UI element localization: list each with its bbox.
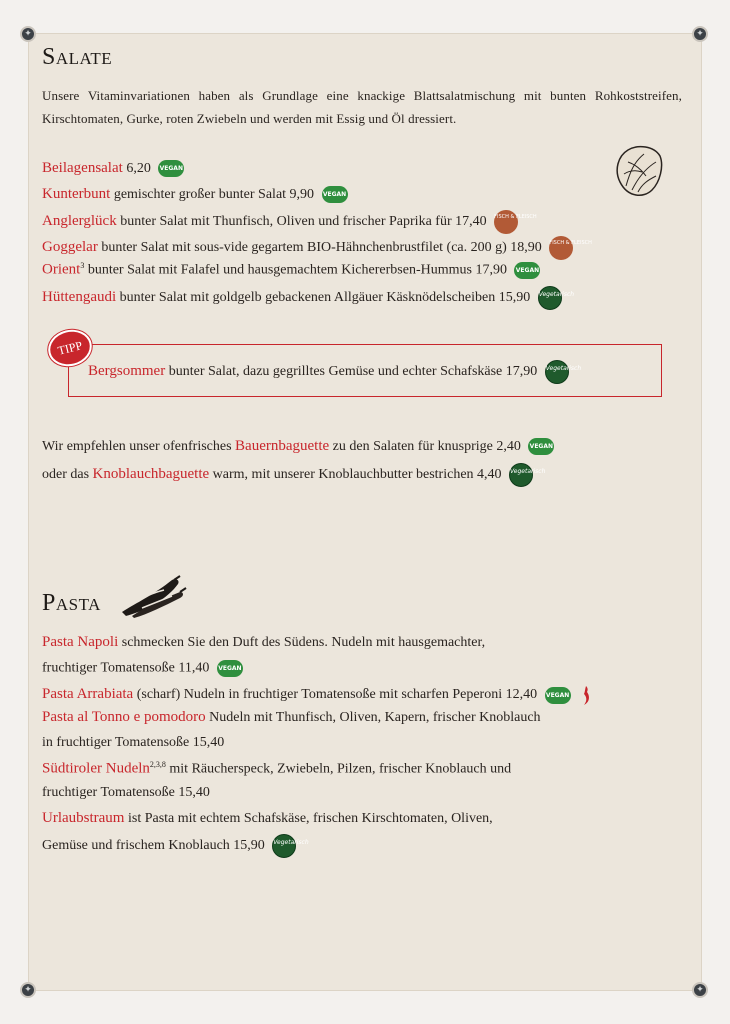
item-name: Bauernbaguette (235, 438, 330, 454)
menu-item-cont (42, 660, 243, 677)
item-desc: fruchtiger Tomatensoße 11,40 (42, 660, 210, 676)
vegan-badge-icon: VEGAN (322, 186, 348, 203)
allergen-sup: 2,3,8 (149, 760, 166, 769)
baguette-line (42, 463, 546, 487)
menu-item (42, 634, 485, 651)
item-desc: gemischter großer bunter Salat 9,90 (110, 187, 315, 202)
menu-item (42, 236, 592, 260)
pin-icon: ✦ (20, 982, 36, 998)
menu-item (42, 286, 575, 310)
meat-fish-badge-icon: FISCH & FLEISCH (549, 236, 573, 260)
tipp-badge: TIPP (44, 325, 95, 371)
item-desc: schmecken Sie den Duft des Südens. Nudeln mit hausgemachter, (118, 635, 486, 650)
menu-item-cont (42, 834, 309, 858)
item-desc: bunter Salat mit goldgelb gebackenen Allgäuer Käsknödelscheiben 15,90 (116, 290, 531, 306)
section-title-salate: Salate (42, 44, 113, 70)
item-name: Pasta Napoli (42, 634, 119, 650)
menu-item-cont (42, 735, 224, 751)
vegan-badge-icon: VEGAN (514, 262, 540, 279)
section-title-pasta: Pasta (42, 590, 101, 616)
item-name: Südtiroler Nudeln (42, 760, 150, 777)
item-desc: bunter Salat mit Thunfisch, Oliven und frischer Paprika für 17,40 (116, 214, 487, 230)
item-name: Anglerglück (42, 213, 117, 230)
meat-fish-badge-icon: FISCH & FLEISCH (494, 210, 518, 234)
item-desc: fruchtiger Tomatensoße 15,40 (42, 785, 210, 800)
text: warm, mit unserer Knoblauchbutter bestrichen 4,40 (209, 467, 502, 483)
vegetarian-badge-icon: Vegetarisch (272, 834, 296, 858)
item-desc: ist Pasta mit echtem Schafskäse, frischen Kirschtomaten, Oliven, (124, 811, 493, 826)
item-desc: bunter Salat, dazu gegrilltes Gemüse und echter Schafskäse 17,90 (165, 364, 538, 380)
item-name: Pasta al Tonno e pomodoro (42, 709, 206, 725)
menu-item (42, 684, 594, 706)
text: oder das (42, 467, 93, 483)
lettuce-icon (612, 142, 664, 200)
item-desc: 6,20 (122, 161, 151, 176)
item-name: Beilagensalat (42, 160, 123, 176)
pin-icon: ✦ (20, 26, 36, 42)
vegan-badge-icon: VEGAN (528, 438, 554, 455)
item-name: Hüttengaudi (42, 289, 117, 306)
menu-item (42, 810, 493, 827)
salate-intro: Unsere Vitaminvariationen haben als Grundlage eine knackige Blattsalatmischung mit bunten Rohkoststreifen, Kirschtomaten, Gurke, roten Zwiebeln und werden mit Essig und Öl dressiert. (42, 88, 682, 126)
vegan-badge-icon: VEGAN (158, 160, 184, 177)
text: Wir empfehlen unser ofenfrisches (42, 439, 236, 454)
vegan-badge-icon: VEGAN (545, 687, 571, 704)
item-desc: bunter Salat mit Falafel und hausgemachtem Kichererbsen-Hummus 17,90 (84, 262, 507, 278)
menu-item (42, 210, 537, 234)
pepper-icon (118, 574, 188, 620)
item-desc: (scharf) Nudeln in fruchtiger Tomatensoße mit scharfen Peperoni 12,40 (133, 687, 538, 703)
menu-item (42, 160, 184, 177)
menu-item (42, 709, 541, 726)
item-desc: Nudeln mit Thunfisch, Oliven, Kapern, frischer Knoblauch (205, 710, 541, 725)
menu-item (42, 261, 540, 279)
allergen-sup: 3 (80, 261, 85, 270)
item-name: Knoblauchbaguette (92, 466, 210, 483)
pin-icon: ✦ (692, 26, 708, 42)
item-desc: bunter Salat mit sous-vide gegartem BIO-Hähnchenbrustfilet (ca. 200 g) 18,90 (97, 240, 542, 256)
chili-icon (580, 684, 594, 706)
text: zu den Salaten für knusprige 2,40 (329, 439, 521, 454)
menu-item (88, 360, 582, 384)
item-name: Orient (42, 261, 81, 278)
vegan-badge-icon: VEGAN (217, 660, 243, 677)
item-desc: in fruchtiger Tomatensoße 15,40 (42, 735, 225, 750)
item-name: Urlaubstraum (42, 810, 125, 826)
vegetarian-badge-icon: Vegetarisch (538, 286, 562, 310)
menu-item (42, 760, 511, 778)
vegetarian-badge-icon: Vegetarisch (509, 463, 533, 487)
item-desc: Gemüse und frischem Knoblauch 15,90 (42, 838, 265, 854)
item-name: Pasta Arrabiata (42, 686, 134, 703)
pin-icon: ✦ (692, 982, 708, 998)
vegetarian-badge-icon: Vegetarisch (545, 360, 569, 384)
item-name: Goggelar (42, 239, 98, 256)
item-name: Kunterbunt (42, 186, 111, 202)
item-desc: mit Räucherspeck, Zwiebeln, Pilzen, frischer Knoblauch und (165, 761, 512, 777)
menu-item (42, 186, 348, 203)
baguette-line (42, 438, 554, 455)
menu-item-cont (42, 785, 210, 801)
item-name: Bergsommer (88, 363, 166, 380)
